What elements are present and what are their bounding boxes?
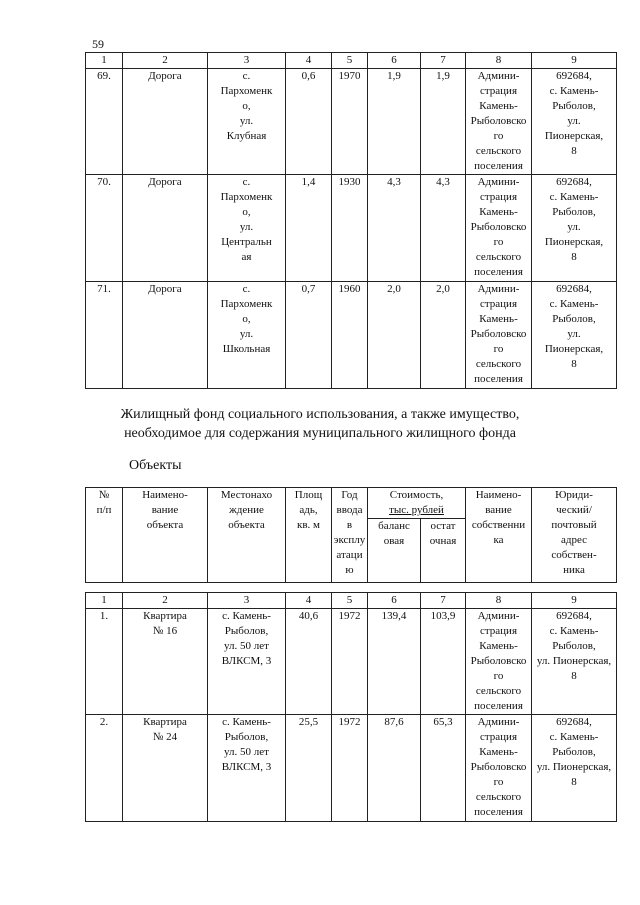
cell-line: с. <box>242 176 251 188</box>
column-number: 7 <box>421 53 466 69</box>
cell-line: Админи- <box>477 610 520 622</box>
cell-area: 0,7 <box>286 282 332 389</box>
cell-line: тыс. рублей <box>389 504 444 516</box>
cell-line: сельского <box>475 358 522 370</box>
cell-owner <box>466 175 532 282</box>
cell-residual: 65,3 <box>421 715 466 822</box>
cell-line: овая <box>383 535 405 547</box>
cell-residual: 1,9 <box>421 69 466 175</box>
cell-line: с. Камень- <box>549 298 599 310</box>
cell-line: ника <box>563 564 585 576</box>
cell-line: 692684, <box>556 716 592 728</box>
cell-address <box>532 715 617 822</box>
housing-table <box>85 592 617 822</box>
cell-line: Пионерская, <box>544 343 604 355</box>
cell-line: эксплу <box>333 534 366 546</box>
cell-line: Квартира <box>143 716 187 728</box>
hdr-col-address <box>532 488 617 583</box>
cell-line: страция <box>479 731 518 743</box>
column-number-row <box>86 53 617 69</box>
cell-residual: 4,3 <box>421 175 466 282</box>
cell-line: Центральн <box>221 236 272 248</box>
cell-line: с. Камень- <box>222 610 271 622</box>
cell-line: Пионерская, <box>544 130 604 142</box>
cell-line: ВЛКСМ, 3 <box>221 655 272 667</box>
cell-line: о, <box>242 206 251 218</box>
cell-balance: 87,6 <box>368 715 421 822</box>
cell-line: с. Камень- <box>549 625 599 637</box>
cell-line: Пархоменк <box>220 191 273 203</box>
column-number: 3 <box>208 53 286 69</box>
cell-year: 1972 <box>332 609 368 715</box>
cell-loc <box>208 282 286 389</box>
cell-line: остат <box>430 520 456 532</box>
cell-balance: 139,4 <box>368 609 421 715</box>
column-number: 2 <box>123 593 208 609</box>
cell-address <box>532 609 617 715</box>
cell-address <box>532 175 617 282</box>
cell-year: 1972 <box>332 715 368 822</box>
cell-line: Камень- <box>479 746 518 758</box>
cell-line: ческий/ <box>556 504 592 516</box>
cell-line: Рыболов, <box>552 746 596 758</box>
cell-line: сельского <box>475 685 522 697</box>
hdr-col-number <box>86 488 123 583</box>
cell-name <box>123 715 208 822</box>
cell-line: п/п <box>96 504 112 516</box>
column-number: 3 <box>208 593 286 609</box>
cell-balance: 4,3 <box>368 175 421 282</box>
cell-line: Школьная <box>222 343 271 355</box>
cell-owner <box>466 715 532 822</box>
page-number: 59 <box>92 37 104 51</box>
cell-line: атаци <box>336 549 363 561</box>
cell-line: Рыболовско <box>470 328 527 340</box>
cell-balance: 1,9 <box>368 69 421 175</box>
cell-line: Рыболов, <box>224 625 269 637</box>
cell-balance: 2,0 <box>368 282 421 389</box>
cell-address <box>532 282 617 389</box>
cell-area: 1,4 <box>286 175 332 282</box>
hdr-col-year <box>332 488 368 583</box>
cell-line: объекта <box>146 519 184 531</box>
cell-line: ул. <box>567 328 581 340</box>
cell-line: страция <box>479 85 518 97</box>
column-number: 7 <box>421 593 466 609</box>
table-row <box>86 282 617 389</box>
cell-area: 0,6 <box>286 69 332 175</box>
cell-line: поселения <box>474 700 523 712</box>
cell-line: ул. <box>239 221 254 233</box>
cell-owner <box>466 282 532 389</box>
cell-line: Камень- <box>479 206 518 218</box>
cell-line: Админи- <box>477 70 520 82</box>
cell-line: баланс <box>378 520 410 532</box>
column-number: 1 <box>86 53 123 69</box>
cell-line: 692684, <box>556 610 592 622</box>
cell-line: Юриди- <box>555 489 593 501</box>
cell-line: Наимено- <box>475 489 522 501</box>
table-row <box>86 715 617 822</box>
cell-line: Стоимость, <box>389 489 444 501</box>
hdr-col-area <box>286 488 332 583</box>
cell-line: почтовый <box>551 519 597 531</box>
cell-loc <box>208 69 286 175</box>
cell-line: ввода <box>336 504 363 516</box>
column-number: 6 <box>368 53 421 69</box>
hdr-col-residual <box>421 519 466 583</box>
column-number: 4 <box>286 593 332 609</box>
cell-line: страция <box>479 191 518 203</box>
cell-loc <box>208 609 286 715</box>
cell-line: Пионерская, <box>544 236 604 248</box>
cell-name: Дорога <box>123 282 208 389</box>
cell-line: Квартира <box>143 610 187 622</box>
table-row <box>86 175 617 282</box>
cell-line: го <box>493 776 504 788</box>
cell-line: кв. м <box>297 519 320 531</box>
cell-line: Рыболовско <box>470 221 527 233</box>
cell-line: ВЛКСМ, 3 <box>221 761 272 773</box>
cell-line: поселения <box>474 266 523 278</box>
column-number: 1 <box>86 593 123 609</box>
cell-line: с. Камень- <box>549 191 599 203</box>
hdr-col-owner <box>466 488 532 583</box>
cell-line: о, <box>242 100 251 112</box>
cell-line: 692684, <box>556 70 592 82</box>
column-number: 4 <box>286 53 332 69</box>
cell-line: ждение <box>229 504 264 516</box>
cell-line: вание <box>485 504 512 516</box>
cell-line: № 16 <box>152 625 178 637</box>
column-number: 5 <box>332 53 368 69</box>
cell-line: адрес <box>560 534 588 546</box>
cell-n: 2. <box>86 715 123 822</box>
cell-line: сельского <box>475 791 522 803</box>
cell-line: поселения <box>474 160 523 172</box>
cell-line: Рыболов, <box>552 100 596 112</box>
cell-line: Рыболовско <box>470 655 527 667</box>
cell-line: с. <box>242 283 251 295</box>
hdr-col-balance <box>368 519 421 583</box>
cell-year: 1930 <box>332 175 368 282</box>
cell-line: ул. <box>239 115 254 127</box>
cell-line: 8 <box>571 670 577 682</box>
cell-line: Админи- <box>477 176 520 188</box>
cell-line: ул. <box>239 328 254 340</box>
cell-line: го <box>493 343 504 355</box>
cell-line: ул. 50 лет <box>224 640 269 652</box>
objects-label: Объекты <box>129 458 182 473</box>
cell-line: вание <box>151 504 179 516</box>
cell-line: с. Камень- <box>549 731 599 743</box>
table-row <box>86 609 617 715</box>
cell-year: 1970 <box>332 69 368 175</box>
cell-residual: 2,0 <box>421 282 466 389</box>
cell-line: Клубная <box>226 130 267 142</box>
cell-line: ул. Пионерская, <box>536 761 612 773</box>
hdr-col-location <box>208 488 286 583</box>
cell-line: 8 <box>571 358 577 370</box>
cell-line: Рыболов, <box>552 640 596 652</box>
cell-line: Год <box>341 489 358 501</box>
cell-line: собствен- <box>551 549 597 561</box>
cell-line: го <box>493 236 504 248</box>
cell-line: 8 <box>571 145 577 157</box>
column-number-row <box>86 593 617 609</box>
cell-line: Рыболовско <box>470 115 527 127</box>
cell-line: 8 <box>571 776 577 788</box>
cell-line: страция <box>479 625 518 637</box>
column-number: 9 <box>532 53 617 69</box>
section-heading-line2: необходимое для содержания муниципального жилищного фонда <box>124 426 516 441</box>
cell-address <box>532 69 617 175</box>
cell-n: 70. <box>86 175 123 282</box>
cell-line: сельского <box>475 145 522 157</box>
cell-name <box>123 609 208 715</box>
column-number: 2 <box>123 53 208 69</box>
cell-line: Админи- <box>477 716 520 728</box>
cell-line: Пархоменк <box>220 298 273 310</box>
cell-line: с. Камень- <box>222 716 271 728</box>
cell-line: собственни <box>471 519 526 531</box>
cell-line: Камень- <box>479 313 518 325</box>
cell-line: ул. <box>567 221 581 233</box>
cell-line: страция <box>479 298 518 310</box>
cell-year: 1960 <box>332 282 368 389</box>
cell-line: Пархоменк <box>220 85 273 97</box>
column-number: 5 <box>332 593 368 609</box>
column-number: 8 <box>466 593 532 609</box>
cell-owner <box>466 69 532 175</box>
cell-n: 1. <box>86 609 123 715</box>
cell-residual: 103,9 <box>421 609 466 715</box>
cell-line: Рыболов, <box>224 731 269 743</box>
cell-line: ул. <box>567 115 581 127</box>
hdr-col-cost <box>368 488 466 519</box>
cell-name: Дорога <box>123 69 208 175</box>
cell-line: в <box>346 519 353 531</box>
cell-loc <box>208 175 286 282</box>
cell-line: Местонахо <box>220 489 273 501</box>
cell-area: 25,5 <box>286 715 332 822</box>
cell-line: очная <box>429 535 457 547</box>
cell-line: Рыболов, <box>552 206 596 218</box>
cell-line: го <box>493 670 504 682</box>
cell-line: с. Камень- <box>549 85 599 97</box>
cell-line: ая <box>241 251 252 263</box>
column-number: 8 <box>466 53 532 69</box>
cell-line: объекта <box>228 519 265 531</box>
hdr-col-name <box>123 488 208 583</box>
cell-line: № 24 <box>152 731 178 743</box>
table-row <box>86 69 617 175</box>
cell-line: ю <box>345 564 354 576</box>
cell-line: 692684, <box>556 283 592 295</box>
cell-line: ка <box>493 534 504 546</box>
section-heading-line1: Жилищный фонд социального использования, а также имущество, <box>120 407 520 422</box>
cell-line: с. <box>242 70 251 82</box>
column-number: 6 <box>368 593 421 609</box>
cell-line: Камень- <box>479 100 518 112</box>
cell-line: Наимено- <box>142 489 188 501</box>
cell-line: поселения <box>474 806 523 818</box>
cell-line: Камень- <box>479 640 518 652</box>
cell-line: сельского <box>475 251 522 263</box>
cell-line: поселения <box>474 373 523 385</box>
cell-line: Рыболов, <box>552 313 596 325</box>
cell-line: го <box>493 130 504 142</box>
cell-loc <box>208 715 286 822</box>
cell-line: 8 <box>571 251 577 263</box>
column-number: 9 <box>532 593 617 609</box>
cell-line: адь, <box>299 504 318 516</box>
cell-line: № <box>98 489 110 501</box>
roads-table <box>85 52 617 389</box>
cell-line: Рыболовско <box>470 761 527 773</box>
cell-owner <box>466 609 532 715</box>
cell-line: ул. 50 лет <box>224 746 269 758</box>
cell-line: о, <box>242 313 251 325</box>
cell-name: Дорога <box>123 175 208 282</box>
cell-line: ул. Пионерская, <box>536 655 612 667</box>
cell-line: Админи- <box>477 283 520 295</box>
cell-n: 69. <box>86 69 123 175</box>
cell-area: 40,6 <box>286 609 332 715</box>
cell-line: 692684, <box>556 176 592 188</box>
cell-n: 71. <box>86 282 123 389</box>
housing-header-table <box>85 487 617 583</box>
cell-line: Площ <box>294 489 323 501</box>
